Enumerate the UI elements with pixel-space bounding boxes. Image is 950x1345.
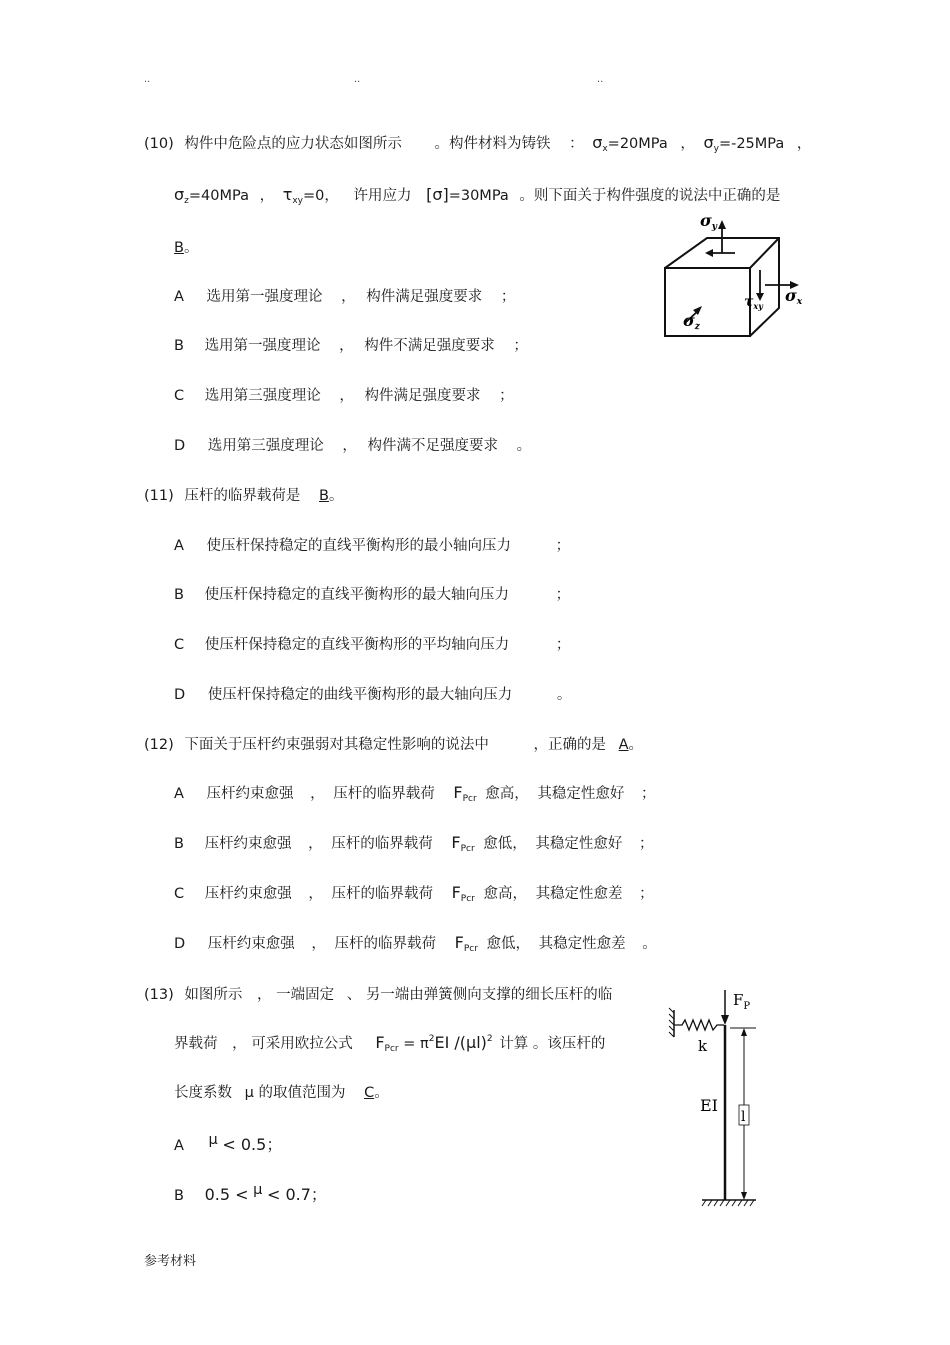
- option-label: C: [174, 637, 185, 653]
- option-label: B: [174, 836, 184, 852]
- tau-xy-label: $\tau_{xy}$: [744, 294, 763, 311]
- cube-front-face: [665, 268, 750, 336]
- sigma-z-label: σz: [683, 311, 700, 332]
- option-label: A: [174, 289, 184, 305]
- separator: ，: [256, 987, 272, 1003]
- option-d: [174, 683, 571, 704]
- question-stem-cont: 。构件材料为铸铁: [434, 136, 551, 152]
- allowable-stress-value: =30MPa: [448, 188, 509, 204]
- colon: ：: [569, 136, 584, 152]
- question-stem-3: 另一端由弹簧侧向支撑的细长压杆的临: [365, 987, 613, 1003]
- question-stem: 构件中危险点的应力状态如图所示: [184, 136, 402, 152]
- option-end: ；: [555, 587, 571, 603]
- sigma-x: $\sigma_x=20MPa$: [592, 133, 668, 154]
- length-label: l: [741, 1109, 746, 1125]
- footer-text: 参考材料: [144, 1254, 197, 1269]
- allowable-stress-symbol: [σ]: [426, 185, 449, 204]
- answer: C: [364, 1085, 375, 1101]
- option-text: 选用第三强度理论: [207, 438, 324, 454]
- text: 长度系数: [174, 1085, 232, 1101]
- option-text: 压杆约束愈强: [204, 886, 292, 902]
- option-end: ；: [639, 836, 654, 852]
- option-text-4: 其稳定性愈好: [537, 786, 625, 802]
- option-text: 使压杆保持稳定的直线平衡构形的最小轴向压力: [206, 538, 512, 554]
- option-d: [174, 932, 657, 954]
- question-11-stem: [144, 484, 343, 505]
- sigma-x-label: σx: [785, 286, 803, 307]
- option-label: D: [174, 936, 186, 952]
- text: 可采用欧拉公式: [251, 1036, 353, 1052]
- option-b: [174, 334, 528, 355]
- question-10-line-1: [144, 132, 811, 154]
- option-text-2: 构件不满足强度要求: [364, 338, 495, 354]
- option-text-2: 压杆的临界载荷: [331, 836, 433, 852]
- separator: ，: [339, 388, 354, 404]
- comma: ，: [796, 136, 812, 152]
- option-end: ；: [639, 886, 654, 902]
- question-number: (10): [144, 136, 174, 152]
- spring: [674, 1020, 724, 1030]
- comma: ，: [259, 188, 275, 204]
- header-dots-1: ..: [144, 74, 151, 85]
- question-stem: 压杆的临界载荷是: [184, 488, 301, 504]
- option-text-2: 压杆的临界载荷: [334, 936, 436, 952]
- option-a: [174, 1132, 282, 1155]
- option-b: [174, 832, 654, 854]
- option-label: A: [174, 786, 184, 802]
- separator: ，: [310, 786, 325, 802]
- option-text: 0.5 <: [204, 1185, 249, 1204]
- option-b: [174, 1182, 327, 1205]
- option-label: B: [174, 587, 184, 603]
- separator: ，: [232, 1036, 247, 1052]
- separator: ，: [339, 338, 354, 354]
- header-dots-2: ..: [354, 74, 361, 85]
- separator: ，: [341, 289, 356, 305]
- option-text: 压杆约束愈强: [207, 936, 295, 952]
- question-stem: 下面关于压杆约束强弱对其稳定性影响的说法中: [184, 737, 489, 753]
- option-label: B: [174, 1188, 184, 1204]
- option-label: C: [174, 388, 185, 404]
- option-end: 。: [556, 687, 572, 703]
- stress-cube-figure: [655, 208, 815, 343]
- question-stem: 如图所示: [184, 987, 243, 1003]
- option-end: ；: [499, 388, 514, 404]
- mu-symbol: μ: [244, 1085, 254, 1101]
- option-end: ；: [513, 338, 528, 354]
- text: 计算: [499, 1036, 529, 1052]
- answer: A: [618, 737, 629, 753]
- option-label: C: [174, 886, 185, 902]
- option-text-3: 愈高，: [485, 786, 529, 802]
- allowable-stress-label: 许用应力: [353, 188, 412, 204]
- column-figure: [660, 985, 790, 1215]
- option-a: [174, 782, 655, 804]
- option-label: A: [174, 538, 184, 554]
- cube-top-edge: [750, 238, 779, 268]
- option-text: 选用第一强度理论: [206, 289, 323, 305]
- mu-symbol: μ: [253, 1182, 263, 1198]
- question-10-answer: [174, 236, 198, 257]
- comma: ，: [680, 136, 695, 152]
- tau-xy: $\tau_{xy}=0$，: [282, 185, 339, 206]
- option-c: [174, 633, 570, 654]
- critical-load-symbol: $F_{Pcr}$: [453, 783, 477, 804]
- option-label: B: [174, 338, 184, 354]
- option-text-3: 愈低，: [483, 836, 527, 852]
- question-number: (12): [144, 737, 174, 753]
- option-a: [174, 285, 515, 306]
- separator: ，: [308, 836, 323, 852]
- option-text-2: 压杆的临界载荷: [333, 786, 435, 802]
- answer: B: [318, 488, 329, 504]
- option-text: 使压杆保持稳定的曲线平衡构形的最大轴向压力: [207, 687, 513, 703]
- option-text-2: 构件满足强度要求: [364, 388, 481, 404]
- critical-load-symbol: $F_{Pcr}$: [451, 883, 475, 904]
- question-number: (11): [144, 488, 174, 504]
- sigma-y-label: σy: [700, 211, 718, 232]
- option-text: 压杆约束愈强: [204, 836, 292, 852]
- option-d: [174, 434, 531, 455]
- option-c: [174, 384, 514, 405]
- option-text-3: 愈高，: [483, 886, 527, 902]
- force-label: $F_P$: [733, 991, 751, 1012]
- option-text: 选用第一强度理论: [204, 338, 321, 354]
- option-c: [174, 882, 654, 904]
- option-end: 。: [642, 936, 657, 952]
- option-text-2: < 0.7；: [266, 1185, 327, 1204]
- option-b: [174, 583, 570, 604]
- question-stem-cont: ，正确的是: [533, 737, 606, 753]
- answer-end: 。: [183, 240, 199, 256]
- option-end: ；: [555, 538, 571, 554]
- separator: 、: [346, 987, 362, 1003]
- answer-end: 。: [328, 488, 344, 504]
- option-text: 使压杆保持稳定的直线平衡构形的最大轴向压力: [204, 587, 510, 603]
- separator: ，: [311, 936, 326, 952]
- option-text-2: 压杆的临界载荷: [331, 886, 433, 902]
- question-13-line-2: [174, 1032, 605, 1054]
- question-10-line-2: [174, 184, 780, 206]
- question-12-stem: [144, 733, 643, 754]
- text: 的取值范围为: [258, 1085, 346, 1101]
- stiffness-label: EI: [700, 1096, 718, 1115]
- option-text-2: 构件满不足强度要求: [367, 438, 498, 454]
- answer-end: 。: [628, 737, 644, 753]
- separator: ，: [342, 438, 357, 454]
- sigma-y-arrowhead: [718, 220, 726, 229]
- option-label: D: [174, 438, 186, 454]
- force-arrowhead: [721, 1015, 729, 1025]
- option-label: A: [174, 1138, 184, 1154]
- question-stem-2: 一端固定: [276, 987, 335, 1003]
- option-text-3: 愈低，: [486, 936, 530, 952]
- euler-formula: $F_{Pcr} = \pi^2EI$ $/(\mu l)^2$: [375, 1033, 493, 1054]
- mu-symbol: μ: [208, 1132, 218, 1148]
- option-a: [174, 534, 570, 555]
- option-end: ；: [555, 637, 571, 653]
- option-end: ；: [640, 786, 656, 802]
- question-13-line-1: [144, 983, 612, 1004]
- separator: ，: [308, 886, 323, 902]
- sigma-y: $\sigma_y=-25MPa$: [703, 133, 785, 154]
- sigma-z: $\sigma_z=40MPa$: [174, 185, 249, 206]
- option-text-4: 其稳定性愈好: [535, 836, 623, 852]
- answer-end: 。: [374, 1085, 389, 1101]
- answer: B: [174, 240, 184, 256]
- option-end: ；: [500, 289, 516, 305]
- option-text: 压杆约束愈强: [206, 786, 294, 802]
- text: 界载荷: [174, 1036, 218, 1052]
- option-text-4: 其稳定性愈差: [538, 936, 626, 952]
- option-end: 。: [516, 438, 532, 454]
- option-text-4: 其稳定性愈差: [535, 886, 623, 902]
- critical-load-symbol: $F_{Pcr}$: [451, 833, 475, 854]
- question-number: (13): [144, 987, 174, 1003]
- question-stem-tail: 。则下面关于构件强度的说法中正确的是: [519, 188, 781, 204]
- question-13-line-3: [174, 1081, 389, 1102]
- option-text-2: 构件满足强度要求: [366, 289, 483, 305]
- critical-load-symbol: $F_{Pcr}$: [454, 933, 478, 954]
- text: 。该压杆的: [532, 1036, 606, 1052]
- spring-label: k: [698, 1037, 708, 1055]
- option-text: < 0.5；: [222, 1135, 283, 1154]
- option-label: D: [174, 687, 186, 703]
- header-dots-3: ..: [597, 74, 604, 85]
- option-text: 使压杆保持稳定的直线平衡构形的平均轴向压力: [204, 637, 510, 653]
- option-text: 选用第三强度理论: [204, 388, 321, 404]
